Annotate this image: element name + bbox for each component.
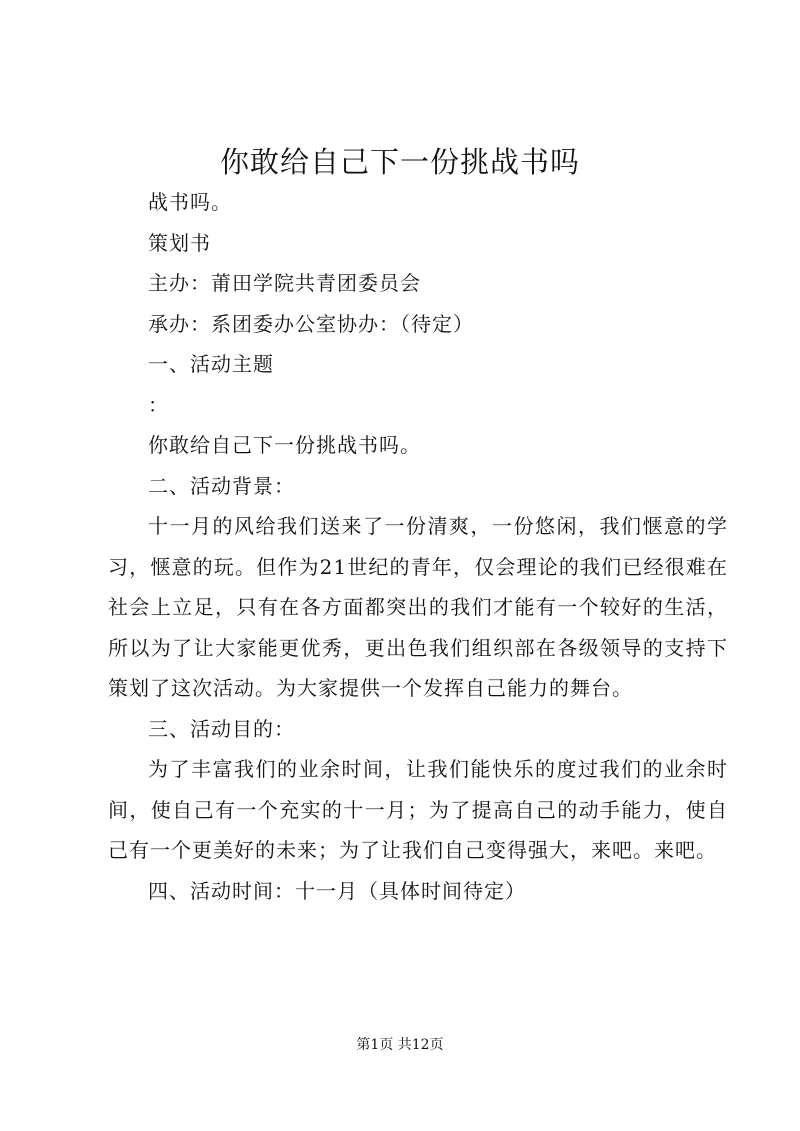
paragraph: 主办：莆田学院共青团委员会: [148, 271, 421, 295]
paragraph: ：: [148, 392, 169, 417]
section-heading: 一、活动主题: [148, 352, 274, 376]
paragraph: 战书吗。: [148, 190, 232, 214]
paragraph: 你敢给自己下一份挑战书吗。: [148, 433, 421, 457]
paragraph: 为了丰富我们的业余时间，让我们能快乐的度过我们的业余时间，使自己有一个充实的十一月；为了提高自己的动手能力，使自己有一个更美好的未来；为了让我们自己变得强大，来吧。来吧。: [108, 757, 728, 862]
paragraph: 承办：系团委办公室协办：（待定）: [148, 311, 474, 336]
page-number-footer: 第1页 共12页: [356, 1037, 444, 1053]
document-body: [108, 182, 728, 911]
section-heading: 三、活动目的：: [148, 716, 295, 741]
section-heading: 二、活动背景：: [148, 473, 295, 498]
paragraph: 策划书: [148, 230, 211, 255]
paragraph: 十一月的风给我们送来了一份清爽，一份悠闲，我们惬意的学习，惬意的玩。但作为21世纪的青年，仅会理论的我们已经很难在社会上立足，只有在各方面都突出的我们才能有一个较好的生活，所以为了让大家能更优秀，更出色我们组织部在各级领导的支持下策划了这次活动。为大家提供一个发挥自己能力的舞台。: [108, 514, 728, 700]
document-title: 你敢给自己下一份挑战书吗: [219, 145, 580, 179]
section-heading: 四、活动时间：十一月（具体时间待定）: [148, 878, 526, 903]
